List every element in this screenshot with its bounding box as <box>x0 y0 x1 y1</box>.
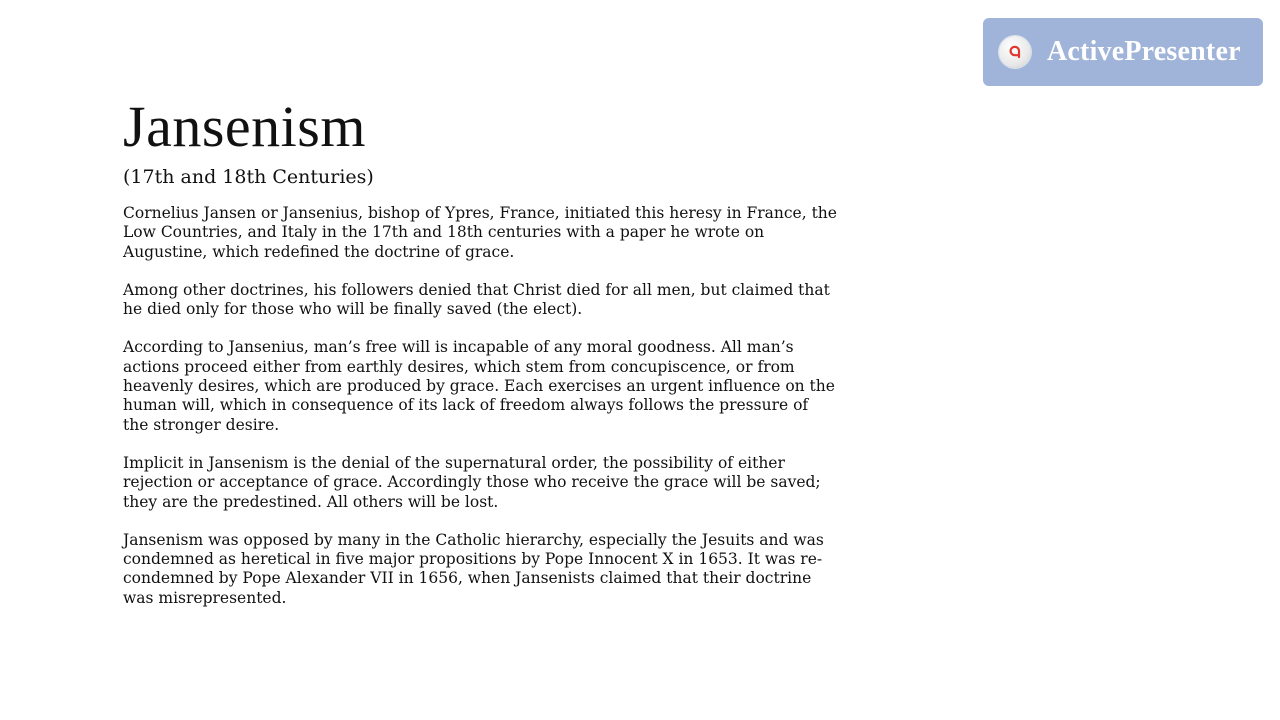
watermark-text: ActivePresenter <box>1047 36 1241 67</box>
paragraph-5: Jansenism was opposed by many in the Catholic hierarchy, especially the Jesuits and was condemned as heretical in five major propositions by Pope Innocent X in 1653. It was re-condemned by Pope Alexander VII in 1656, when Jansenists claimed that their doctrine was misrepresented. <box>123 530 824 607</box>
paragraph-4: Implicit in Jansenism is the denial of the supernatural order, the possibility of either rejection or acceptance of grace. Accordingly those who receive the grace will be saved; they are the predestined. All others will be lost. <box>123 453 821 511</box>
paragraph-3: According to Jansenius, man’s free will is incapable of any moral goodness. All man’s actions proceed either from earthly desires, which stem from concupiscence, or from heavenly desires, which are produced by grace. Each exercises an urgent influence on the human will, which in consequence of its lack of freedom always follows the pressure of the stronger desire. <box>123 338 835 434</box>
paragraph-1: Cornelius Jansen or Jansenius, bishop of Ypres, France, initiated this heresy in France, the Low Countries, and Italy in the 17th and 18th centuries with a paper he wrote on Augustine, which redefined the doctrine of grace. <box>123 204 837 261</box>
logo-glyph <box>1005 42 1025 62</box>
slide-title: Jansenism <box>123 94 366 159</box>
slide-content <box>123 94 838 627</box>
activepresenter-logo-icon <box>999 36 1031 68</box>
activepresenter-watermark <box>983 18 1263 86</box>
paragraph-2: Among other doctrines, his followers denied that Christ died for all men, but claimed that he died only for those who will be finally saved (the elect). <box>123 280 830 319</box>
slide-subtitle: (17th and 18th Centuries) <box>123 166 374 188</box>
